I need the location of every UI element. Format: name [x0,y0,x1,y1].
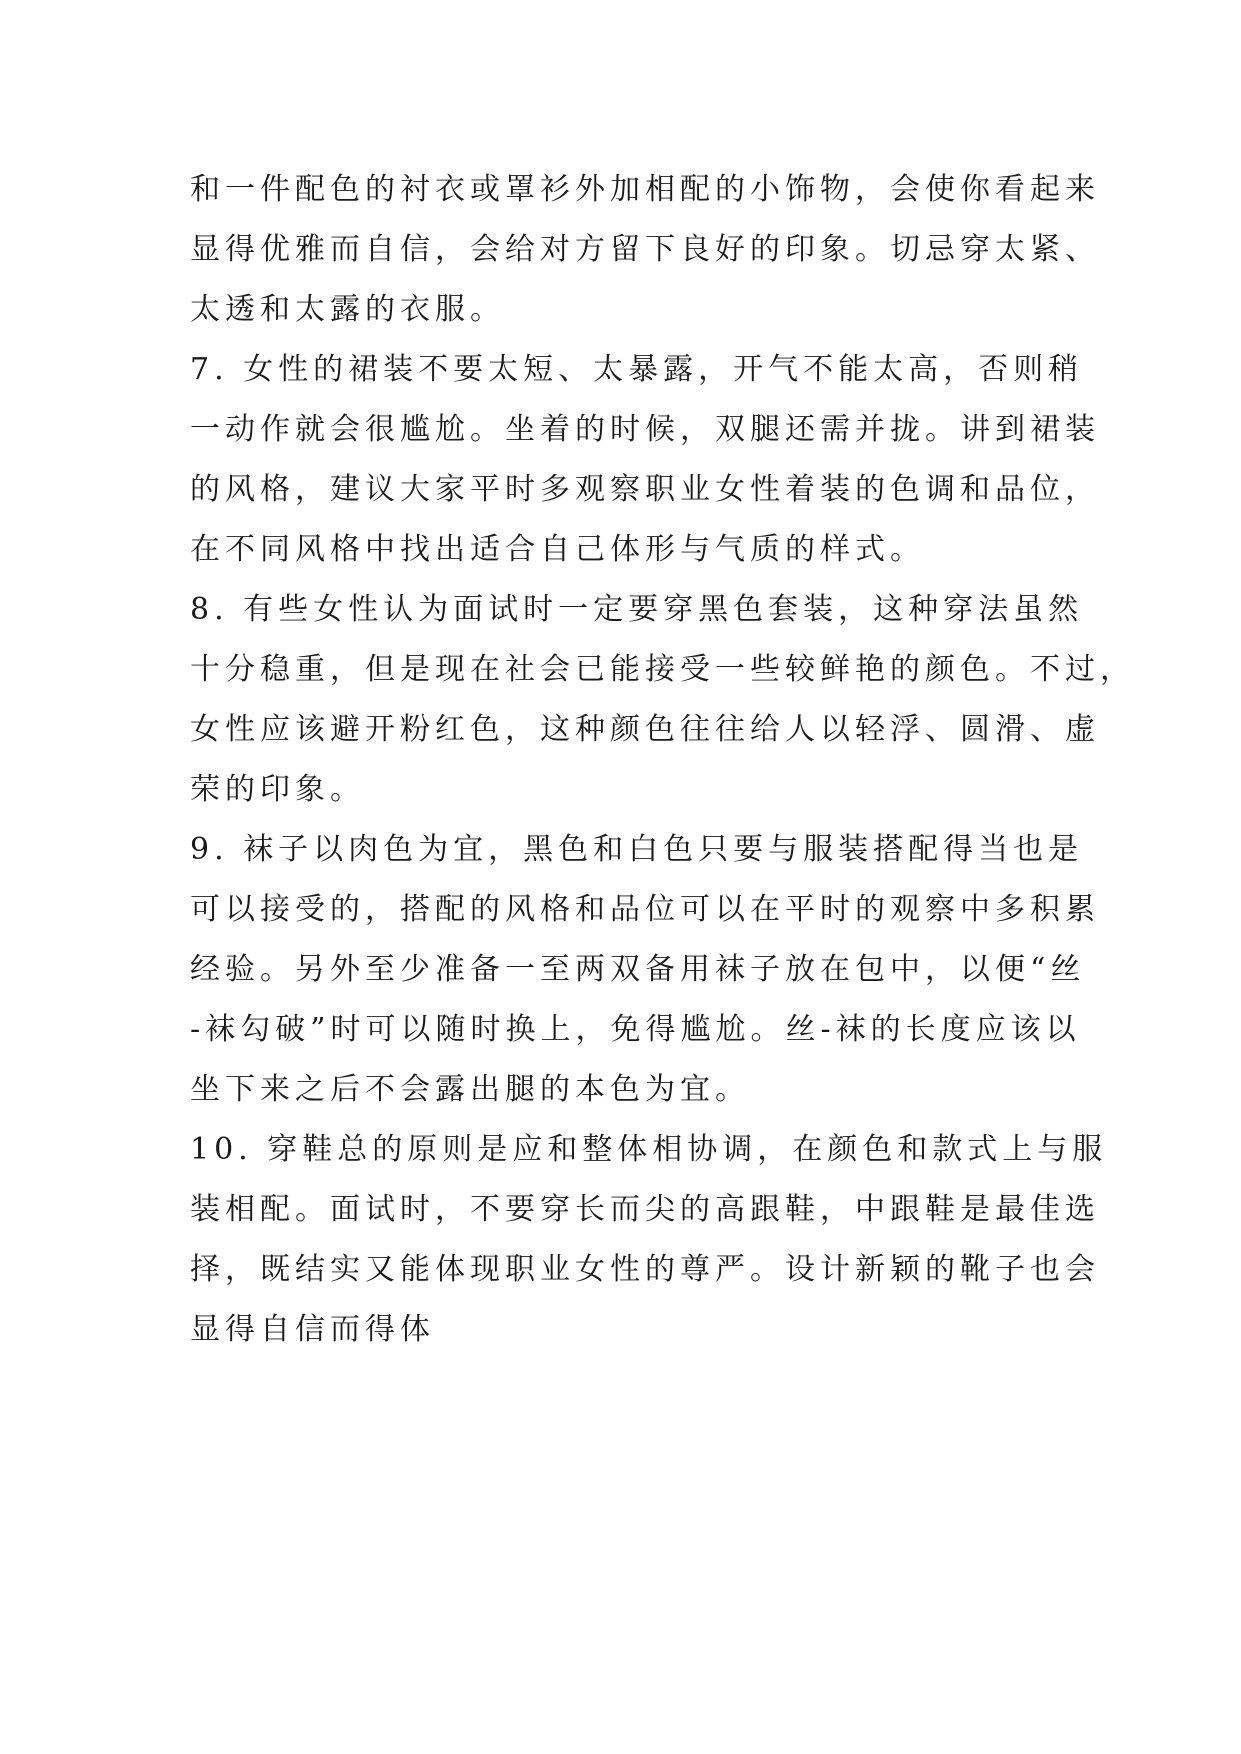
text-line: 8. 有些女性认为面试时一定要穿黑色套装，这种穿法虽然 [190,592,1084,627]
text-line: 10. 穿鞋总的原则是应和整体相协调，在颜色和款式上与服 [190,1132,1108,1167]
text-line: 装相配。面试时，不要穿长而尖的高跟鞋，中跟鞋是最佳选 [190,1192,1100,1227]
text-line: 可以接受的，搭配的风格和品位可以在平时的观察中多积累 [190,892,1100,927]
text-line: 坐下来之后不会露出腿的本色为宜。 [190,1072,750,1107]
document-body [190,160,1135,1360]
text-line: -袜勾破”时可以随时换上，免得尴尬。丝-袜的长度应该以 [190,1012,1081,1047]
text-line: 和一件配色的衬衣或罩衫外加相配的小饰物，会使你看起来 [190,172,1100,207]
text-line: 女性应该避开粉红色，这种颜色往往给人以轻浮、圆滑、虚 [190,712,1100,747]
text-line: 荣的印象。 [190,772,365,807]
text-line: 显得优雅而自信，会给对方留下良好的印象。切忌穿太紧、 [190,232,1100,267]
text-line: 的风格，建议大家平时多观察职业女性着装的色调和品位， [190,472,1100,507]
text-line: 经验。另外至少准备一至两双备用袜子放在包中，以便“丝 [190,952,1086,987]
text-line: 7. 女性的裙装不要太短、太暴露，开气不能太高，否则稍 [190,352,1084,387]
text-line: 十分稳重，但是现在社会已能接受一些较鲜艳的颜色。不过， [190,652,1135,687]
text-line: 9. 袜子以肉色为宜，黑色和白色只要与服装搭配得当也是 [190,832,1084,867]
text-line: 在不同风格中找出适合自己体形与气质的样式。 [190,532,925,567]
text-line: 显得自信而得体 [190,1312,435,1347]
text-line: 太透和太露的衣服。 [190,292,505,327]
text-line: 择，既结实又能体现职业女性的尊严。设计新颖的靴子也会 [190,1252,1100,1287]
text-line: 一动作就会很尴尬。坐着的时候，双腿还需并拢。讲到裙装 [190,412,1100,447]
